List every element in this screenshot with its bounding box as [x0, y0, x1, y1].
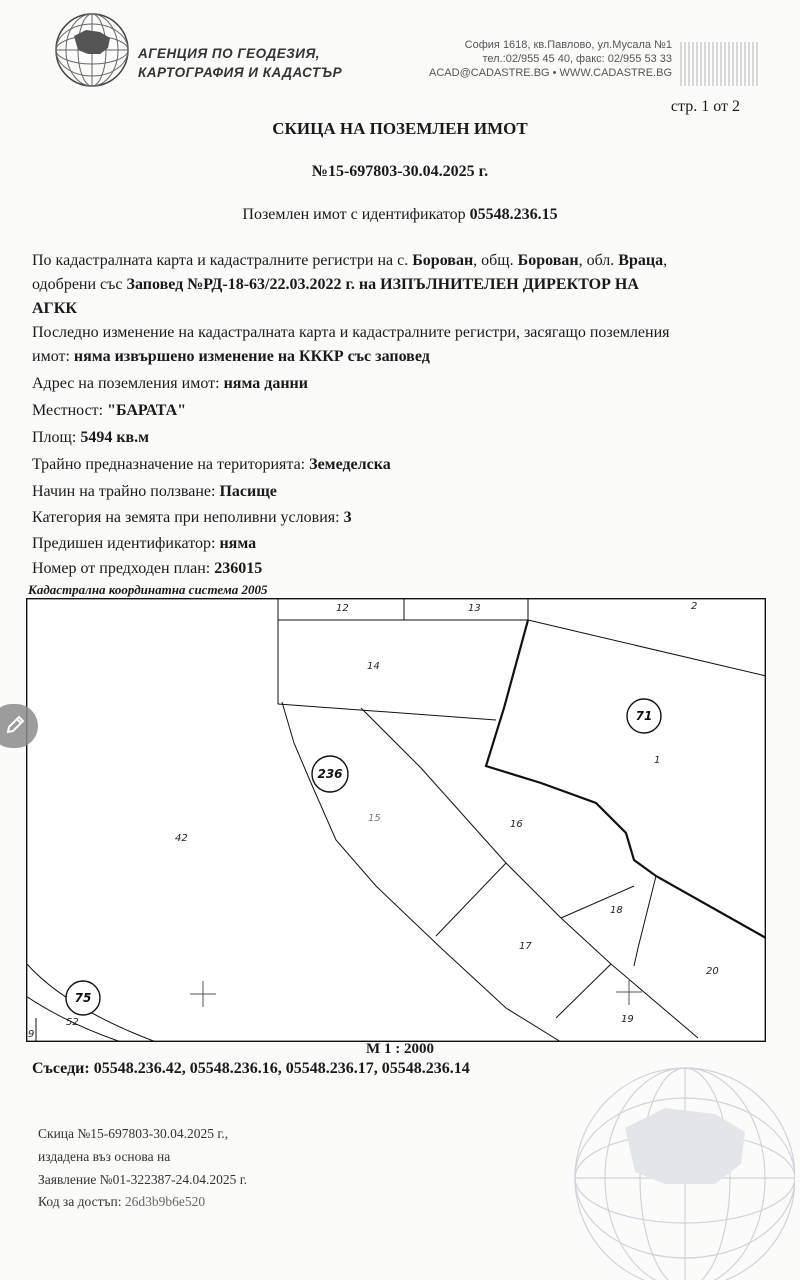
cadastral-map: [26, 598, 766, 1042]
agency-name-line2: КАРТОГРАФИЯ И КАДАСТЪР: [138, 65, 343, 80]
text: одобрени със: [32, 276, 123, 293]
parcel-13-label: 13: [468, 603, 481, 614]
purpose-value: Земеделска: [309, 456, 391, 473]
footer-sketch-number: Скица №15-697803-30.04.2025 г.,: [38, 1126, 229, 1141]
parcel-20-label: 20: [706, 966, 719, 977]
text: , общ.: [473, 252, 514, 269]
parcel-42-label: 42: [175, 833, 188, 844]
neighbors-value: 05548.236.42, 05548.236.16, 05548.236.17, 05548.236.14: [93, 1060, 470, 1077]
footer-issued-basis: издадена въз основа на: [38, 1149, 171, 1164]
agency-name: [138, 44, 342, 82]
parcel-19-label: 19: [621, 1014, 634, 1025]
parcel-52-label: 52: [66, 1017, 79, 1028]
cadastre-line-2: [32, 273, 762, 297]
category-label: Категория на земята при неполивни условия:: [32, 509, 340, 526]
document-title: СКИЦА НА ПОЗЕМЛЕН ИМОТ: [272, 119, 528, 138]
text: ,: [663, 252, 668, 269]
approval-authority: АГКК: [32, 300, 77, 317]
previous-plan-label: Номер от предходен план:: [32, 560, 211, 577]
block-75-label: 75: [74, 991, 92, 1005]
agency-globe-logo: [52, 10, 132, 90]
parcel-12-label: 12: [336, 603, 349, 614]
last-change-line-1: [32, 321, 762, 345]
parcel-16-label: 16: [510, 819, 523, 830]
previous-plan-row: [32, 557, 762, 581]
parcel-14-label: 14: [367, 661, 380, 672]
usage-label: Начин на трайно ползване:: [32, 483, 216, 500]
agency-web: ACAD@CADASTRE.BG • WWW.CADASTRE.BG: [429, 67, 672, 79]
access-code-value: 26d3b9b6e520: [124, 1194, 206, 1209]
block-236-label: 236: [317, 767, 343, 781]
area-value: 5494 кв.м: [80, 429, 150, 446]
last-change-line-2: [32, 345, 762, 369]
village-name: Борован: [412, 252, 474, 269]
agency-name-line1: АГЕНЦИЯ ПО ГЕОДЕЗИЯ,: [138, 46, 321, 61]
category-value: 3: [343, 509, 352, 526]
previous-id-row: [32, 532, 762, 556]
pencil-icon: [4, 714, 26, 736]
text: имот:: [32, 348, 70, 365]
watermark-globe: [555, 1048, 795, 1280]
parcel-18-label: 18: [610, 905, 623, 916]
municipality-name: Борован: [517, 252, 579, 269]
block-71-label: 71: [635, 709, 653, 723]
purpose-label: Трайно предназначение на територията:: [32, 456, 306, 473]
identifier-label: Поземлен имот с идентификатор: [242, 206, 466, 223]
cadastre-line-3: [32, 297, 762, 321]
agency-contacts: [400, 38, 672, 80]
area-label: Площ:: [32, 429, 77, 446]
map-scale: М 1 : 2000: [366, 1041, 434, 1057]
parcel-identifier: [0, 206, 800, 224]
usage-row: [32, 480, 762, 504]
address-value: няма данни: [223, 375, 308, 392]
previous-id-label: Предишен идентификатор:: [32, 535, 216, 552]
identifier-value: 05548.236.15: [469, 206, 558, 223]
text: По кадастралната карта и кадастралните регистри на с.: [32, 252, 409, 269]
usage-value: Пасище: [219, 483, 277, 500]
locality-label: Местност:: [32, 402, 104, 419]
previous-id-value: няма: [219, 535, 257, 552]
footer-application: Заявление №01-322387-24.04.2025 г.: [38, 1172, 248, 1187]
address-row: [32, 372, 762, 396]
cadastre-line-1: [32, 249, 762, 273]
footer-access-code: [38, 1194, 205, 1210]
parcel-1-label: 1: [654, 755, 661, 766]
text: Последно изменение на кадастралната карта и кадастралните регистри, засягащо поземления: [32, 324, 670, 341]
parcel-9-label: 9: [28, 1029, 35, 1040]
region-name: Враца: [618, 252, 664, 269]
purpose-row: [32, 453, 762, 477]
parcel-15-label: 15: [368, 813, 381, 824]
map-coordinate-system: Кадастрална координатна система 2005: [28, 582, 268, 597]
parcel-17-label: 17: [519, 941, 532, 952]
neighbors-label: Съседи:: [32, 1060, 90, 1077]
last-change-value: няма извършено изменение на КККР със заповед: [73, 348, 430, 365]
text: , обл.: [578, 252, 615, 269]
header-decoration: [680, 42, 758, 86]
locality-value: "БАРАТА": [107, 402, 187, 419]
document-number: №15-697803-30.04.2025 г.: [311, 163, 489, 180]
approval-order: Заповед №РД-18-63/22.03.2022 г. на ИЗПЪЛНИТЕЛЕН ДИРЕКТОР НА: [126, 276, 639, 293]
locality-row: [32, 399, 762, 423]
area-row: [32, 426, 762, 450]
access-code-label: Код за достъп:: [38, 1194, 122, 1209]
category-row: [32, 506, 762, 530]
page-number: стр. 1 от 2: [670, 98, 740, 115]
neighbors-row: [32, 1060, 470, 1078]
previous-plan-value: 236015: [214, 560, 263, 577]
agency-phone: тел.:02/955 45 40, факс: 02/955 53 33: [482, 53, 672, 65]
parcel-2-label: 2: [691, 601, 698, 612]
agency-address: София 1618, кв.Павлово, ул.Мусала №1: [464, 39, 672, 51]
address-label: Адрес на поземления имот:: [32, 375, 220, 392]
